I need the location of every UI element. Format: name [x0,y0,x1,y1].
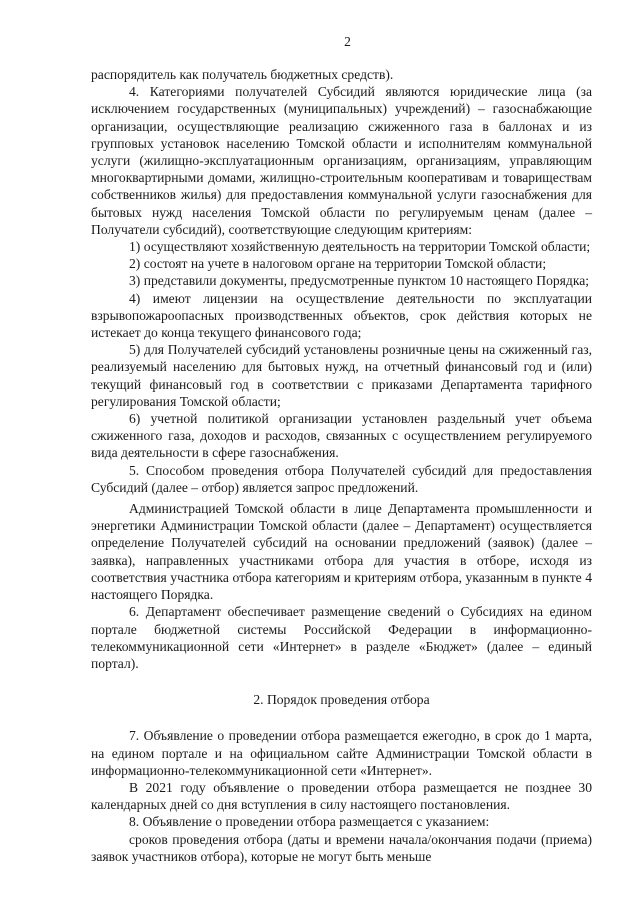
paragraph-item-7: 7. Объявление о проведении отбора размещается ежегодно, в срок до 1 марта, на едином портале и на официальном сайте Администрации Томской области в информационно-телекоммуникационной сети «Интернет». [91,728,592,778]
criterion-6: 6) учетной политикой организации установлен раздельный учет объема сжиженного газа, доходов и расходов, связанных с осуществлением регулируемого вида деятельности в сфере газоснабжения. [91,411,592,461]
criterion-1: 1) осуществляют хозяйственную деятельность на территории Томской области; [129,239,591,255]
paragraph-item-8-terms: сроков проведения отбора (даты и времени начала/окончания подачи (приема) заявок участников отбора), которые не могут быть меньше [91,831,592,864]
criterion-2: 2) состоят на учете в налоговом органе на территории Томской области; [129,256,547,272]
criterion-5: 5) для Получателей субсидий установлены розничные цены на сжиженный газ, реализуемый населению для бытовых нужд, на отчетный финансовый год и (или) текущий финансовый год в соответствии с приказами Департамента тарифного регулирования Томской области; [91,342,592,409]
paragraph-item-5-detail: Администрацией Томской области в лице Департамента промышленности и энергетики Администрации Томской области (далее – Департамент) осуществляется определение Получателей субсидий на основании предложений (заявок) (далее – заявка), направленных участниками отбора для участия в отборе, исходя из соответствия участника отбора категориям и критериям отбора, указанным в пункте 4 настоящего Порядка. [91,501,592,603]
paragraph-item-7-detail: В 2021 году объявление о проведении отбора размещается не позднее 30 календарных дней со дня вступления в силу настоящего постановления. [91,779,592,813]
criterion-3: 3) представили документы, предусмотренные пунктом 10 настоящего Порядка; [129,273,590,289]
paragraph-item-5: 5. Способом проведения отбора Получателей субсидий для предоставления Субсидий (далее – отбор) является запрос предложений. [91,462,592,495]
page-number: 2 [344,34,351,49]
section-heading: 2. Порядок проведения отбора [253,692,430,708]
paragraph-item-6: 6. Департамент обеспечивает размещение сведений о Субсидиях на едином портале бюджетной системы Российской Федерации в информационно-телекоммуникационной сети «Интернет» в разделе «Бюджет» (далее – единый портал). [91,604,592,671]
paragraph-continuation: распорядитель как получатель бюджетных средств). [91,67,394,82]
criterion-4: 4) имеют лицензии на осуществление деятельности по эксплуатации взрывопожароопасных производственных объектов, срок действия которых не истекает до конца текущего финансового года; [91,290,592,341]
paragraph-item-4: 4. Категориями получателей Субсидий являются юридические лица (за исключением государственных (муниципальных) учреждений) – газоснабжающие организации, осуществляющие реализацию сжиженного газа в баллонах и из групповых установок населению Томской области и исполнителям коммунальной услуги (жилищно-эксплуатационным организациям, организациям, управляющим многоквартирными домами, жилищно-строительным кооперативам и товариществам собственников жилья) для предоставления коммунальной услуги газоснабжения для бытовых нужд населения Томской области по регулируемым ценам (далее – Получатели субсидий), соответствующие следующим критериям: [91,84,592,237]
paragraph-item-8: 8. Объявление о проведении отбора размещается с указанием: [129,814,490,830]
